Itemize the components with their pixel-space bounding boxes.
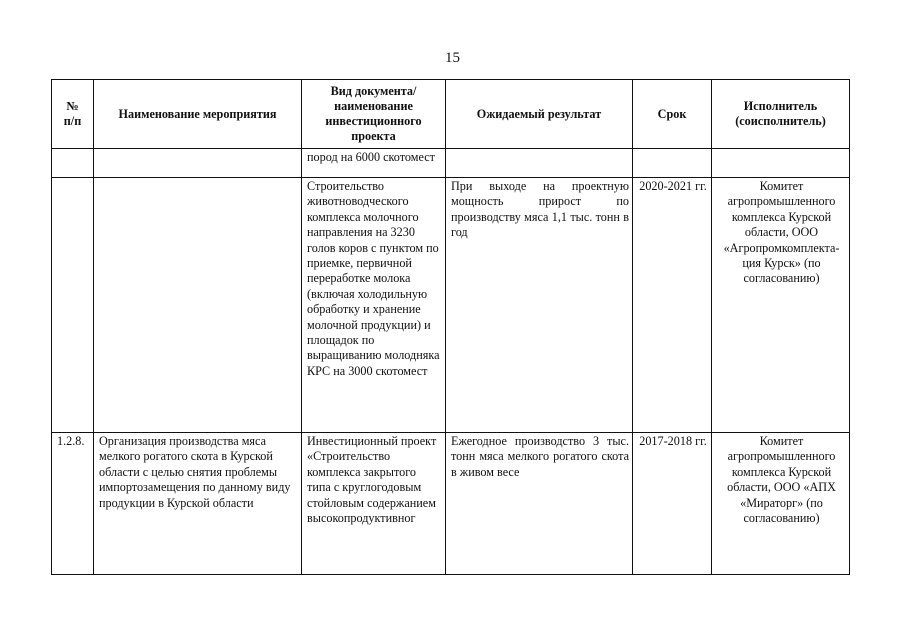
header-term: Срок — [633, 80, 712, 149]
cell-result: Ежегодное производство 3 тыс. тонн мяса мелкого рогатого скота в живом весе — [446, 433, 633, 575]
header-number: № п/п — [52, 80, 94, 149]
cell-number: 1.2.8. — [52, 433, 94, 575]
cell-executor: Комитет агропромышленного комплекса Курской области, ООО «АПХ «Мираторг» (по согласованию) — [712, 433, 850, 575]
cell-number — [52, 149, 94, 178]
cell-document: Инвестиционный проект «Строительство комплекса закрытого типа с круглогодовым стойловым содержанием высокопродуктивног — [302, 433, 446, 575]
cell-result: При выходе на проектную мощность прирост по производству мяса 1,1 тыс. тонн в год — [446, 178, 633, 433]
cell-document: пород на 6000 скотомест — [302, 149, 446, 178]
cell-term: 2020-2021 гг. — [633, 178, 712, 433]
table-row — [52, 149, 850, 178]
page-number: 15 — [445, 50, 460, 66]
header-measure-name: Наименование мероприятия — [94, 80, 302, 149]
cell-term — [633, 149, 712, 178]
cell-number — [52, 178, 94, 433]
cell-term: 2017-2018 гг. — [633, 433, 712, 575]
cell-measure-name — [94, 149, 302, 178]
cell-executor: Комитет агропромышленного комплекса Курской области, ООО «Агропромкомплекта-ция Курск» (по согласованию) — [712, 178, 850, 433]
table-row — [52, 178, 850, 433]
cell-executor — [712, 149, 850, 178]
measures-table — [51, 79, 850, 575]
cell-result — [446, 149, 633, 178]
header-expected-result: Ожидаемый результат — [446, 80, 633, 149]
table-row — [52, 433, 850, 575]
header-document-type: Вид документа/ наименование инвестиционного проекта — [302, 80, 446, 149]
cell-measure-name — [94, 178, 302, 433]
cell-document: Строительство животноводческого комплекса молочного направления на 3230 голов коров с пунктом по приемке, первичной переработке молока (включая холодильную обработку и хранение молочной продукции) и площадок по выращиванию молодняка КРС на 3000 скотомест — [302, 178, 446, 433]
cell-measure-name: Организация производства мяса мелкого рогатого скота в Курской области с целью снятия проблемы импортозамещения по данному виду продукции в Курской области — [94, 433, 302, 575]
table-header-row — [52, 80, 850, 149]
header-executor: Исполнитель (соисполнитель) — [712, 80, 850, 149]
